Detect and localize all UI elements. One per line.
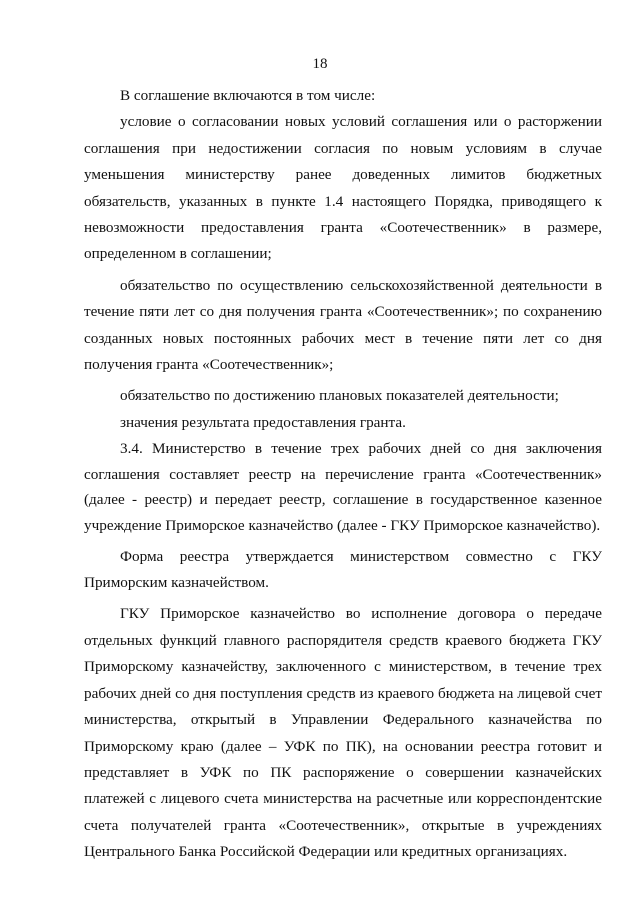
document-body: [84, 83, 602, 866]
paragraph-condition: условие о согласовании новых условий соглашения или о расторжении соглашения при недостижении согласия по новым условиям в случае уменьшения министерству ранее доведенных лимитов бюджетных обязательств, указанных в пункте 1.4 настоящего Порядка, приводящего к невозможности предоставления гранта «Соотечественник» в размере, определенном в соглашении;: [84, 113, 602, 263]
paragraph-obligation-activity: обязательство по осуществлению сельскохозяйственной деятельности в течение пяти лет со дня получения гранта «Соотечественник»; по сохранению созданных новых постоянных рабочих мест в течение пяти лет со дня получения гранта «Соотечественник»;: [84, 276, 602, 374]
paragraph-obligation-indicators: обязательство по достижению плановых показателей деятельности;: [120, 387, 559, 405]
paragraph-intro: В соглашение включаются в том числе:: [120, 87, 376, 104]
paragraph-registry-form: Форма реестра утверждается министерством совместно с ГКУ Приморским казначейством.: [84, 547, 602, 592]
page-number: 18: [312, 56, 328, 72]
paragraph-treasury-procedure: ГКУ Приморское казначейство во исполнение договора о передаче отдельных функций главного распорядителя средств краевого бюджета ГКУ Приморскому казначейству, заключенного с министерством, в течение трех рабочих дней со дня поступления средств из краевого бюджета на лицевой счет министерства, открытый в Управлении Федерального казначейства по Приморскому краю (далее – УФК по ПК), на основании реестра готовит и представляет в УФК по ПК распоряжение о совершении казначейских платежей с лицевого счета министерства на расчетные или корреспондентские счета получателей гранта «Соотечественник», открытые в учреждениях Центрального Банка Российской Федерации или кредитных организациях.: [84, 605, 602, 861]
paragraph-section-3-4: 3.4. Министерство в течение трех рабочих дней со дня заключения соглашения составляет реестр на перечисление гранта «Соотечественник» (далее - реестр) и передает реестр, соглашение в государственное казенное учреждение Приморское казначейство (далее - ГКУ Приморское казначейство).: [84, 440, 602, 535]
paragraph-result-values: значения результата предоставления гранта.: [120, 413, 406, 431]
